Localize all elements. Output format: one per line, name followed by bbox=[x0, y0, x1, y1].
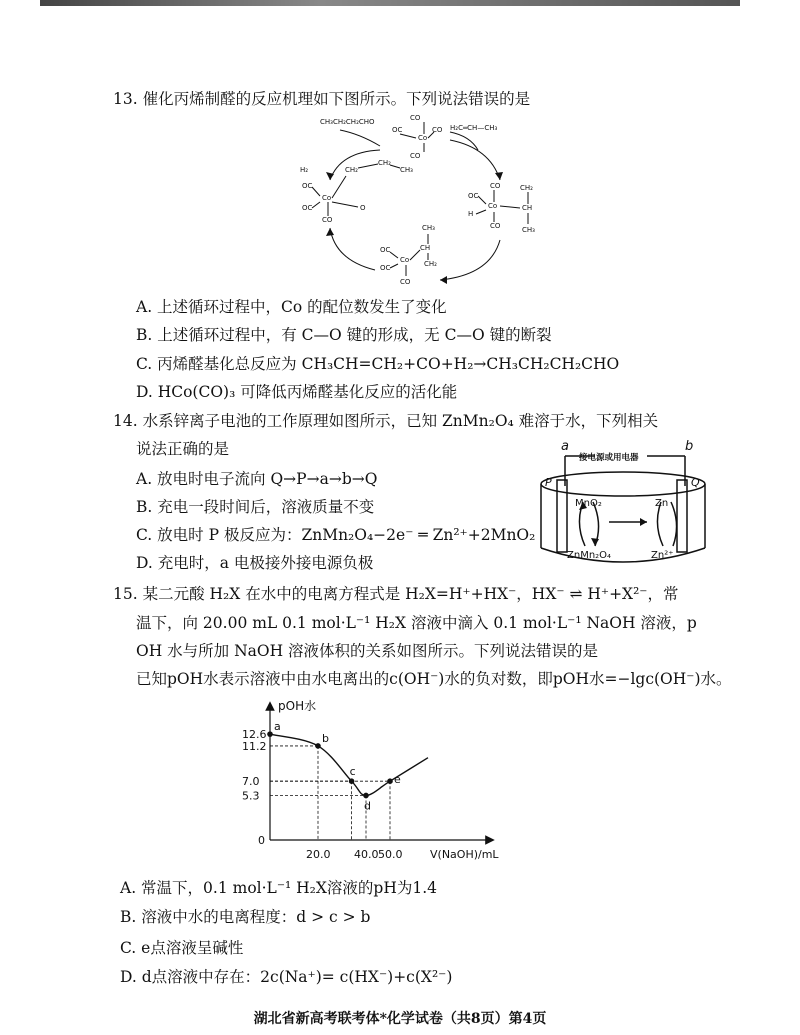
chart-point-label-b: b bbox=[322, 731, 329, 745]
chart-x-tick-1: 40.0 bbox=[354, 848, 379, 861]
chart-ylabel: pOH水 bbox=[278, 699, 317, 713]
chart-y-tick-0: 12.6 bbox=[242, 728, 267, 742]
fig13-co-atom-1: Co bbox=[418, 134, 428, 142]
fig13-co-4: CO bbox=[322, 216, 333, 224]
fig13-oc-4: OC bbox=[468, 192, 479, 200]
chart-point-a bbox=[267, 731, 273, 737]
chart-x-tick-2: 50.0 bbox=[378, 848, 403, 861]
q13-option-d: D. HCo(CO)₃ 可降低丙烯醛基化反应的活化能 bbox=[136, 383, 458, 401]
fig14-zn: Zn bbox=[655, 498, 669, 509]
chart-origin: 0 bbox=[258, 834, 265, 847]
q13-option-b: B. 上述循环过程中，有 C—O 键的形成，无 C—O 键的断裂 bbox=[136, 326, 552, 344]
fig13-ch: CH bbox=[522, 204, 533, 212]
fig13-co-7: CO bbox=[400, 278, 411, 286]
chart-point-label-c: c bbox=[349, 765, 356, 779]
fig14-label-b: b bbox=[685, 439, 694, 454]
fig13-co-2: CO bbox=[410, 152, 421, 160]
fig13-co-atom-2: Co bbox=[322, 194, 332, 202]
fig13-ch3-3: CH₃ bbox=[422, 224, 435, 232]
fig13-co-atom-3: Co bbox=[488, 202, 498, 210]
chart-point-b bbox=[315, 743, 321, 749]
chart-point-label-e: e bbox=[394, 773, 401, 787]
chart-point-label-d: d bbox=[364, 799, 371, 813]
fig13-ch-2: CH bbox=[420, 244, 431, 252]
fig14-zn2: Zn²⁺ bbox=[651, 550, 674, 561]
fig13-oc-2: OC bbox=[302, 182, 313, 190]
q13-option-a: A. 上述循环过程中，Co 的配位数发生了变化 bbox=[136, 298, 447, 316]
fig13-ch2-3: CH₂ bbox=[520, 184, 533, 192]
chart-y-tick-1: 11.2 bbox=[242, 739, 267, 753]
q14-option-b: B. 充电一段时间后，溶液质量不变 bbox=[136, 498, 375, 516]
q15-line3: OH 水与所加 NaOH 溶液体积的关系如图所示。下列说法错误的是 bbox=[136, 642, 599, 660]
fig13-propene: H₂C═CH—CH₃ bbox=[450, 124, 498, 132]
q14-option-c: C. 放电时 P 极反应为：ZnMn₂O₄−2e⁻ ═ Zn²⁺+2MnO₂ bbox=[136, 526, 536, 544]
q15-line1: 15. 某二元酸 H₂X 在水中的电离方程式是 H₂X=H⁺+HX⁻，HX⁻ ⇌ H⁺+X²⁻，常 bbox=[113, 585, 679, 603]
q14-title-line2: 说法正确的是 bbox=[136, 440, 230, 458]
chart-point-label-a: a bbox=[274, 720, 281, 734]
chart-x-tick-0: 20.0 bbox=[306, 848, 331, 861]
q15-line2: 温下，向 20.00 mL 0.1 mol·L⁻¹ H₂X 溶液中滴入 0.1 mol·L⁻¹ NaOH 溶液，p bbox=[136, 614, 697, 632]
q15-option-d: D. d点溶液中存在：2c(Na⁺)= c(HX⁻)+c(X²⁻) bbox=[120, 968, 453, 986]
chart-y-tick-3: 5.3 bbox=[242, 789, 260, 803]
q14-option-a: A. 放电时电子流向 Q→P→a→b→Q bbox=[136, 470, 378, 488]
chart-point-e bbox=[387, 778, 393, 784]
fig13-ch2-2: CH₂ bbox=[378, 159, 391, 167]
fig13-h: H bbox=[468, 210, 474, 218]
fig13-ch2-4: CH₂ bbox=[424, 260, 437, 268]
fig13-co-atom-4: Co bbox=[400, 256, 410, 264]
fig14-label-q: Q bbox=[691, 476, 700, 489]
q13-mechanism-figure bbox=[300, 110, 560, 290]
fig13-oc-6: OC bbox=[380, 264, 391, 272]
chart-y-tick-2: 7.0 bbox=[242, 775, 260, 789]
q15-poh-chart bbox=[240, 698, 560, 868]
q13-title: 13. 催化丙烯制醛的反应机理如下图所示。下列说法错误的是 bbox=[113, 90, 531, 108]
fig14-label-p: P bbox=[545, 476, 552, 489]
chart-xlabel: V(NaOH)/mL bbox=[430, 848, 499, 861]
fig14-znmn2o4: ZnMn₂O₄ bbox=[567, 550, 612, 561]
q13-option-c: C. 丙烯醛基化总反应为 CH₃CH=CH₂+CO+H₂→CH₃CH₂CH₂CHO bbox=[136, 355, 620, 373]
q15-option-a: A. 常温下，0.1 mol·L⁻¹ H₂X溶液的pH为1.4 bbox=[120, 879, 438, 897]
fig13-co-6: CO bbox=[490, 222, 501, 230]
fig14-label-top: 接电源或用电器 bbox=[579, 453, 639, 463]
fig13-oc-1: OC bbox=[392, 126, 403, 134]
fig13-ch3-1: CH₃ bbox=[400, 166, 413, 174]
fig13-oc-5: OC bbox=[380, 246, 391, 254]
fig14-mno2: MnO₂ bbox=[575, 498, 602, 509]
scan-top-edge bbox=[40, 0, 740, 6]
fig13-co-1: CO bbox=[410, 114, 421, 122]
fig13-ch2-1: CH₂ bbox=[345, 166, 358, 174]
chart-point-d bbox=[363, 793, 369, 799]
fig14-label-a: a bbox=[561, 439, 569, 454]
q15-line4: 已知pOH水表示溶液中由水电离出的c(OH⁻)水的负对数，即pOH水=−lgc(OH⁻)水。 bbox=[136, 670, 732, 688]
chart-point-c bbox=[349, 778, 355, 784]
q14-option-d: D. 充电时，a 电极接外接电源负极 bbox=[136, 554, 374, 572]
fig13-ch3-2: CH₃ bbox=[522, 226, 535, 234]
fig13-oc-3: OC bbox=[302, 204, 313, 212]
fig13-h2: H₂ bbox=[300, 166, 309, 174]
fig13-product: CH₃CH₂CH₂CHO bbox=[320, 118, 375, 126]
q15-option-c: C. e点溶液呈碱性 bbox=[120, 939, 244, 957]
page-footer: 湖北省新高考联考体*化学试卷（共8页）第4页 bbox=[253, 1011, 547, 1027]
q14-battery-figure bbox=[535, 436, 715, 572]
fig13-co-5: CO bbox=[490, 182, 501, 190]
fig13-o: O bbox=[360, 204, 366, 212]
fig13-co-3: CO bbox=[432, 126, 443, 134]
q15-option-b: B. 溶液中水的电离程度：d > c > b bbox=[120, 908, 371, 926]
q14-title-line1: 14. 水系锌离子电池的工作原理如图所示，已知 ZnMn₂O₄ 难溶于水，下列相关 bbox=[113, 412, 659, 430]
